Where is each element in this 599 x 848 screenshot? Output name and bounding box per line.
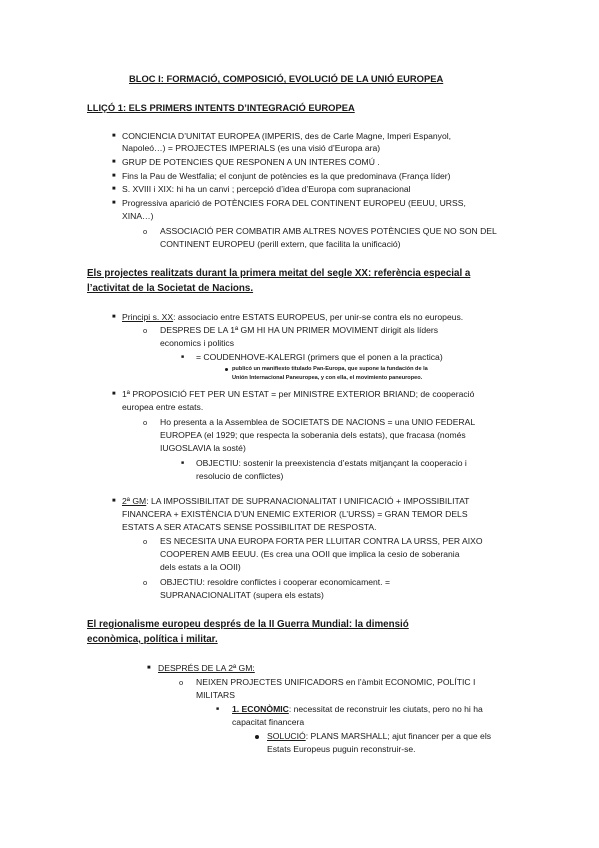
bullet-circle: o [143,326,148,335]
bullet-square: ■ [112,186,116,192]
section-2-heading: Els projectes realitzats durant la primera meitat del segle XX: referència especial a [87,268,471,279]
list-subitem-continuation: IUGOSLAVIA la sosté) [160,443,246,453]
bullet-square: ■ [112,200,116,206]
list-item-text: : necessitat de reconstruir les ciutats, pero no hi ha [288,704,483,714]
list-subitem-continuation: EUROPEA (el 1929; que respecta la soberania dels estats), que fracasa (només [160,430,466,440]
list-subsubitem: OBJECTIU: sostenir la preexistencia d’estats mitjançant la cooperacio i [196,458,467,468]
bullet-dot [255,735,259,739]
list-subitem: DESPRES DE LA 1ª GM HI HA UN PRIMER MOVIMENT dirigit als líders [160,325,439,335]
list-subsubitem [232,704,483,715]
term-2gm: 2ª GM [122,496,147,506]
bullet-circle: o [143,418,148,427]
list-item-continuation: Napoleó…) = PROJECTES IMPERIALS (es una visió d’Europa ara) [122,143,381,153]
bullet-square: ■ [112,391,116,397]
list-level4-continuation: Estats Europeus puguin reconstruir-se. [267,744,416,754]
list-subitem-continuation: CONTINENT EUROPEU (perill extern, que facilita la unificació) [160,239,401,249]
section-3-heading: El regionalisme europeu després de la II Guerra Mundial: la dimensió [87,619,409,630]
bullet-circle: o [143,578,148,587]
bullet-circle: o [143,537,148,546]
list-subitem-continuation: MILITARS [196,690,235,700]
small-note: publicó un manifiesto titulado Pan-Europa, que supone la fundación de la [232,366,428,372]
list-item [122,496,469,507]
list-item: Progressiva aparició de POTÈNCIES FORA DEL CONTINENT EUROPEU (EEUU, URSS, [122,198,466,208]
list-item [122,312,463,323]
small-note-continuation: Unión Internacional Paneuropea, y con ella, el movimiento paneuropeo. [232,375,423,381]
list-item: GRUP DE POTENCIES QUE RESPONEN A UN INTERES COMÚ . [122,157,380,167]
section-2-heading-line2: l’activitat de la Societat de Nacions. [87,283,254,294]
list-subitem: ES NECESITA UNA EUROPA FORTA PER LLUITAR CONTRA LA URSS, PER AIXO [160,536,483,546]
list-item: 1ª PROPOSICIÓ FET PER UN ESTAT = per MINISTRE EXTERIOR BRIAND; de cooperació [122,389,475,399]
bullet-circle: o [179,678,184,687]
bullet-square: ■ [112,498,116,504]
document-title: BLOC I: FORMACIÓ, COMPOSICIÓ, EVOLUCIÓ DE LA UNIÓ EUROPEA [129,73,444,84]
bullet-square-small: ■ [181,460,185,466]
bullet-square: ■ [112,314,116,320]
list-item-text: : associacio entre ESTATS EUROPEUS, per unir-se contra els no europeus. [173,312,464,322]
list-subsubitem-continuation: resolucio de conflictes) [196,471,284,481]
list-level4-item [267,731,491,742]
list-item: Fins la Pau de Westfalia; el conjunt de potències es la que predominava (França líder) [122,171,451,181]
section-3-heading-line2: econòmica, política i militar. [87,634,218,645]
list-subitem-continuation: COOPEREN AMB EEUU. (Es crea una OOII que implica la cesio de soberania [160,549,460,559]
list-item-continuation: XINA…) [122,211,154,221]
bullet-square: ■ [112,133,116,139]
list-item: DESPRÉS DE LA 2ª GM: [158,663,255,673]
list-item-continuation: europea entre estats. [122,402,204,412]
list-item-continuation: FINANCERA + EXISTÈNCIA D’UN ENEMIC EXTERIOR (L’URSS) = GRAN TEMOR DELS [122,509,468,519]
list-subsubitem: = COUDENHOVE-KALERGI (primers que el ponen a la practica) [196,352,443,362]
bullet-square-small: ■ [181,354,185,360]
bullet-square: ■ [112,173,116,179]
list-subitem-continuation: SUPRANACIONALITAT (supera els estats) [160,590,324,600]
lesson-1-heading: LLIÇÓ 1: ELS PRIMERS INTENTS D’INTEGRACIÓ EUROPEA [87,102,355,113]
list-subitem: OBJECTIU: resoldre conflictes i cooperar economicament. = [160,577,390,587]
list-subitem: NEIXEN PROJECTES UNIFICADORS en l’àmbit ECONOMIC, POLÍTIC I [196,677,476,687]
list-subitem-continuation: dels estats a la OOII) [160,562,241,572]
term-solucio: SOLUCIÓ [267,731,306,741]
list-subitem-continuation: economics i politics [160,338,235,348]
list-item-text: : LA IMPOSSIBILITAT DE SUPRANACIONALITAT I UNIFICACIÓ + IMPOSSIBILITAT [146,496,470,506]
term-principi: Principi s. XX [122,312,174,322]
list-subitem: Ho presenta a la Assemblea de SOCIETATS DE NACIONS = una UNIO FEDERAL [160,417,476,427]
bullet-dot [225,368,228,371]
bullet-square: ■ [147,665,151,671]
list-item-continuation: ESTATS A SER ATACATS SENSE POSSIBILITAT DE RESPOSTA. [122,522,377,532]
list-subitem: ASSOCIACIÓ PER COMBATIR AMB ALTRES NOVES POTÈNCIES QUE NO SON DEL [160,226,497,236]
bullet-circle: o [143,227,148,236]
list-subsubitem-continuation: capacitat financera [232,717,305,727]
list-item: S. XVIII i XIX: hi ha un canvi ; percepció d’idea d’Europa com supranacional [122,184,411,194]
list-item: CONCIENCIA D’UNITAT EUROPEA (IMPERIS, des de Carle Magne, Imperi Espanyol, [122,131,452,141]
bullet-square: ■ [112,159,116,165]
bullet-square-small: ■ [216,706,220,712]
term-economic: 1. ECONÒMIC [232,704,289,714]
list-item-text: : PLANS MARSHALL; ajut financer per a que els [305,731,492,741]
